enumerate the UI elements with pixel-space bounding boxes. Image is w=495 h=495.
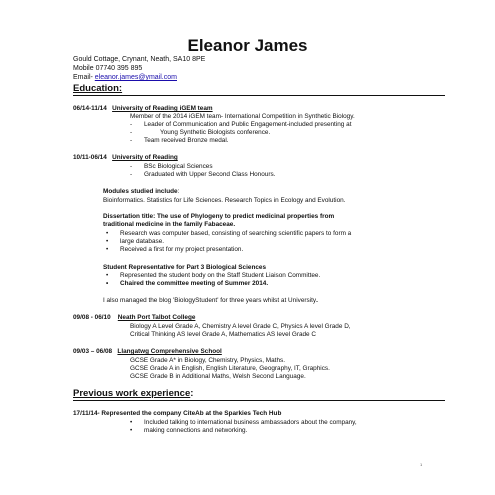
- reading-entry-head: [73, 154, 178, 161]
- igem-intro: Member of the 2014 iGEM team- International Competition in Synthetic Biology.: [130, 113, 355, 120]
- school-entry-head: [73, 348, 222, 355]
- list-item: • Received a first for my project presentation.: [106, 246, 351, 254]
- work-bullets: [130, 419, 357, 435]
- modules-heading-text: Modules studied include: [103, 188, 178, 195]
- school-line-2: GCSE Grade A in English, English Literature, Geography, IT, Graphics.: [130, 365, 330, 372]
- contact-email-link[interactable]: eleanor.james@ymail.com: [94, 74, 177, 81]
- list-item: - Graduated with Upper Second Class Honours.: [130, 171, 275, 179]
- igem-entry-head: [73, 105, 213, 112]
- reading-title: University of Reading: [112, 154, 178, 161]
- list-item: • Represented the student body on the Staff Student Liaison Committee.: [106, 272, 320, 280]
- list-item: • Research was computer based, consisting of searching scientific papers to form a: [106, 230, 351, 238]
- blog-text: I also managed the blog 'BiologyStudent' for three years whilst at University: [103, 297, 317, 304]
- college-title: Neath Port Talbot College: [117, 314, 196, 321]
- college-line-2: Critical Thinking AS level Grade A, Mathematics AS level Grade C: [130, 331, 317, 338]
- college-dates: 09/08 - 06/10: [73, 314, 111, 321]
- list-item: - Team received Bronze medal.: [130, 137, 351, 145]
- list-item: • Included talking to international business ambassadors about the company,: [130, 419, 357, 427]
- contact-mobile: Mobile 07740 395 895: [73, 65, 143, 72]
- dissertation-line-2: traditional medicine in the family Fabaceae.: [103, 221, 236, 228]
- contact-address: Gould Cottage, Crynant, Neath, SA10 8PE: [73, 56, 206, 63]
- igem-title: University of Reading iGEM team: [112, 105, 213, 112]
- list-item: • Chaired the committee meeting of Summer 2014.: [106, 280, 320, 288]
- list-item: - Leader of Communication and Public Engagement-included presenting at: [130, 121, 351, 129]
- work-heading: [73, 389, 445, 401]
- education-heading-text: Education:: [73, 83, 123, 94]
- contact-email-line: [73, 73, 205, 82]
- page-number: 1: [420, 462, 423, 467]
- rep-heading: Student Representative for Part 3 Biological Sciences: [103, 264, 267, 271]
- modules-heading: [103, 188, 179, 196]
- work-heading-colon: :: [190, 388, 194, 399]
- dissertation-bullets: [106, 230, 351, 255]
- blog-end: .: [316, 297, 318, 304]
- contact-email-label: Email-: [73, 74, 95, 81]
- school-title: Llangatwg Comprehensive School: [117, 348, 222, 355]
- college-line-1: Biology A Level Grade A, Chemistry A level Grade C, Physics A level Grade D,: [130, 323, 351, 330]
- rep-bullets: [106, 272, 320, 288]
- work-heading-text: Previous work experience: [73, 388, 191, 399]
- modules-text: Bioinformatics. Statistics for Life Sciences. Research Topics in Ecology and Evolution.: [103, 197, 346, 204]
- list-item: • making connections and networking.: [130, 427, 357, 435]
- igem-dates: 06/14-11/14: [73, 105, 107, 112]
- list-item: - Young Synthetic Biologists conference.: [130, 129, 351, 137]
- modules-colon: :: [177, 188, 180, 195]
- education-heading: [73, 84, 445, 96]
- igem-bullets: [130, 121, 351, 146]
- cv-name: Eleanor James: [187, 36, 308, 55]
- work-entry-head: 17/11/14- Represented the company CiteAb at the Sparkies Tech Hub: [73, 410, 282, 417]
- college-entry-head: [73, 314, 195, 321]
- school-dates: 09/03 – 06/08: [73, 348, 113, 355]
- dissertation-line-1: Dissertation title: The use of Phylogeny to predict medicinal properties from: [103, 213, 335, 220]
- blog-line: [103, 297, 318, 305]
- contact-block: [73, 55, 205, 82]
- school-line-3: GCSE Grade B in Additional Maths, Welsh Second Language.: [130, 373, 306, 380]
- list-item: • large database.: [106, 238, 351, 246]
- reading-dates: 10/11-06/14: [73, 154, 107, 161]
- school-line-1: GCSE Grade A* in Biology, Chemistry, Physics, Maths.: [130, 357, 285, 364]
- list-item: - BSc Biological Sciences: [130, 163, 275, 171]
- reading-bullets: [130, 163, 275, 179]
